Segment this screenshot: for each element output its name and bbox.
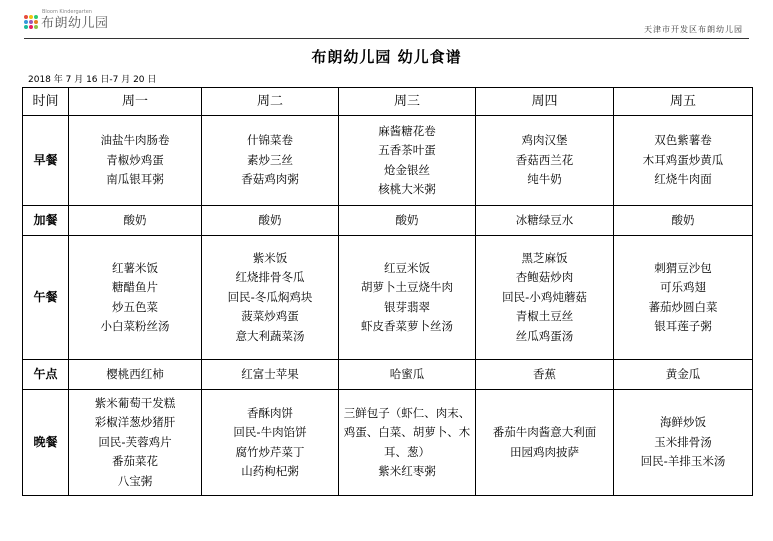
dish-item: 丝瓜鸡蛋汤 (515, 328, 574, 343)
dish-item: 炒五色菜 (112, 299, 158, 314)
meal-label: 早餐 (23, 116, 69, 206)
dish-item: 意大利蔬菜汤 (235, 328, 305, 343)
menu-cell (339, 206, 476, 236)
dish-item: 彩椒洋葱炒猪肝 (94, 415, 176, 430)
header-school-name: 天津市开发区布朗幼儿园 (644, 25, 743, 34)
dish-item: 回民-冬瓜焖鸡块 (227, 289, 313, 304)
meal-label: 晚餐 (23, 390, 69, 496)
dish-item: 番茄菜花 (112, 454, 158, 469)
menu-cell (339, 390, 476, 496)
dish-item: 腐竹炒芹菜丁 (235, 444, 305, 459)
table-row (23, 360, 753, 390)
meal-label: 午点 (23, 360, 69, 390)
dish-item: 鸡肉汉堡 (521, 133, 568, 148)
dish-item: 青椒炒鸡蛋 (106, 152, 164, 167)
dish-item: 什锦菜卷 (247, 133, 293, 148)
dish-item: 刺猬豆沙包 (654, 260, 712, 275)
dish-item: 纯牛奶 (527, 172, 562, 187)
dish-item: 杏鲍菇炒肉 (515, 270, 574, 285)
dish-item: 双色紫薯卷 (654, 133, 712, 148)
table-row (23, 236, 753, 360)
dish-item: 八宝粥 (117, 473, 153, 488)
menu-cell (476, 206, 614, 236)
logo-subtext: Bloom Kindergarten (42, 9, 92, 15)
table-row (23, 116, 753, 206)
menu-cell (476, 390, 614, 496)
dish-item: 油盐牛肉肠卷 (100, 133, 170, 148)
dish-item: 酸奶 (123, 212, 147, 227)
menu-cell (339, 360, 476, 390)
menu-cell (69, 206, 202, 236)
dish-item: 红烧牛肉面 (654, 172, 712, 187)
dish-item: 樱桃西红柿 (106, 366, 164, 381)
dish-item: 南瓜银耳粥 (106, 172, 164, 187)
dish-item: 蕃茄炒圆白菜 (648, 299, 718, 314)
table-header-row (23, 88, 753, 116)
dish-item: 酸奶 (258, 212, 282, 227)
dish-item: 青椒土豆丝 (515, 309, 574, 324)
dish-item: 红富士苹果 (241, 366, 299, 381)
menu-cell (614, 360, 753, 390)
dish-item: 红豆米饭 (384, 260, 430, 275)
menu-cell (476, 360, 614, 390)
dish-item: 虾皮香菜萝卜丝汤 (361, 319, 453, 333)
dish-item: 胡萝卜土豆烧牛肉 (361, 280, 453, 294)
dish-item: 紫米葡萄干发糕 (94, 395, 176, 410)
dish-item: 麻酱糖花卷 (378, 123, 436, 138)
dish-item: 香菇鸡肉粥 (241, 172, 299, 187)
menu-cell (202, 390, 339, 496)
day-header: 周五 (614, 88, 753, 116)
corner-header: 时间 (23, 88, 69, 116)
dish-item: 田园鸡肉披萨 (510, 444, 579, 459)
meal-label: 午餐 (23, 236, 69, 360)
dish-item: 银芽翡翠 (384, 299, 430, 314)
dish-item: 玉米排骨汤 (654, 434, 712, 449)
menu-cell (339, 116, 476, 206)
day-header: 周四 (476, 88, 614, 116)
menu-cell (202, 236, 339, 360)
dish-item: 核桃大米粥 (378, 182, 436, 196)
menu-cell (69, 236, 202, 360)
logo-text: 布朗幼儿园 (41, 16, 109, 31)
menu-cell (202, 206, 339, 236)
menu-cell (69, 116, 202, 206)
menu-cell (614, 236, 753, 360)
menu-cell (69, 390, 202, 496)
dish-item: 香菇西兰花 (515, 152, 574, 167)
dish-item: 菠菜炒鸡蛋 (241, 309, 299, 324)
dish-item: 糖醋鱼片 (112, 280, 158, 294)
menu-table (22, 87, 753, 496)
menu-cell (202, 116, 339, 206)
dish-item: 可乐鸡翅 (660, 280, 706, 294)
menu-cell (614, 206, 753, 236)
menu-cell (476, 236, 614, 360)
menu-cell (614, 116, 753, 206)
dish-item: 五香茶叶蛋 (378, 143, 436, 157)
dish-item: 酸奶 (395, 212, 419, 227)
day-header: 周二 (202, 88, 339, 116)
dish-item: 回民-牛肉馅饼 (233, 425, 307, 439)
dish-item: 炝金银丝 (384, 162, 430, 177)
dish-item: 红烧排骨冬瓜 (235, 270, 305, 285)
dish-item: 红薯米饭 (112, 260, 158, 275)
menu-cell (339, 236, 476, 360)
header-divider (24, 38, 749, 39)
dish-item: 耳、葱） (384, 444, 430, 459)
dish-item: 紫米饭 (252, 250, 288, 265)
dish-item: 黄金瓜 (665, 366, 701, 381)
dish-item: 木耳鸡蛋炒黄瓜 (642, 152, 724, 167)
table-row (23, 206, 753, 236)
dish-item: 香酥肉饼 (247, 405, 293, 420)
meal-label: 加餐 (23, 206, 69, 236)
menu-cell (476, 116, 614, 206)
dish-item: 哈蜜瓜 (389, 366, 425, 381)
dish-item: 黑芝麻饭 (521, 250, 568, 265)
dish-item: 回民-芙蓉鸡片 (98, 434, 172, 449)
dish-item: 海鲜炒饭 (660, 415, 706, 430)
dish-item: 香蕉 (533, 366, 556, 381)
dish-item: 山药枸杞粥 (241, 464, 299, 478)
dish-item: 小白菜粉丝汤 (100, 319, 170, 333)
dish-item: 三鲜包子（虾仁、肉末、 (343, 405, 471, 420)
dish-item: 回民-羊排玉米汤 (640, 454, 726, 469)
day-header: 周一 (69, 88, 202, 116)
page-title: 布朗幼儿园 幼儿食谱 (311, 48, 462, 66)
menu-cell (69, 360, 202, 390)
day-header: 周三 (339, 88, 476, 116)
menu-cell (202, 360, 339, 390)
dish-item: 鸡蛋、白菜、胡萝卜、木 (343, 425, 471, 439)
dish-item: 回民-小鸡炖蘑菇 (502, 289, 587, 304)
dish-item: 冰糖绿豆水 (515, 212, 574, 227)
date-range: 2018 年 7 月 16 日-7 月 20 日 (28, 75, 157, 85)
dish-item: 番茄牛肉酱意大利面 (492, 425, 597, 439)
menu-cell (614, 390, 753, 496)
dish-item: 酸奶 (671, 212, 695, 227)
dish-item: 素炒三丝 (247, 152, 293, 167)
dish-item: 银耳莲子粥 (654, 319, 712, 333)
logo-dots-icon (24, 15, 38, 29)
table-row (23, 390, 753, 496)
dish-item: 紫米红枣粥 (378, 464, 436, 478)
